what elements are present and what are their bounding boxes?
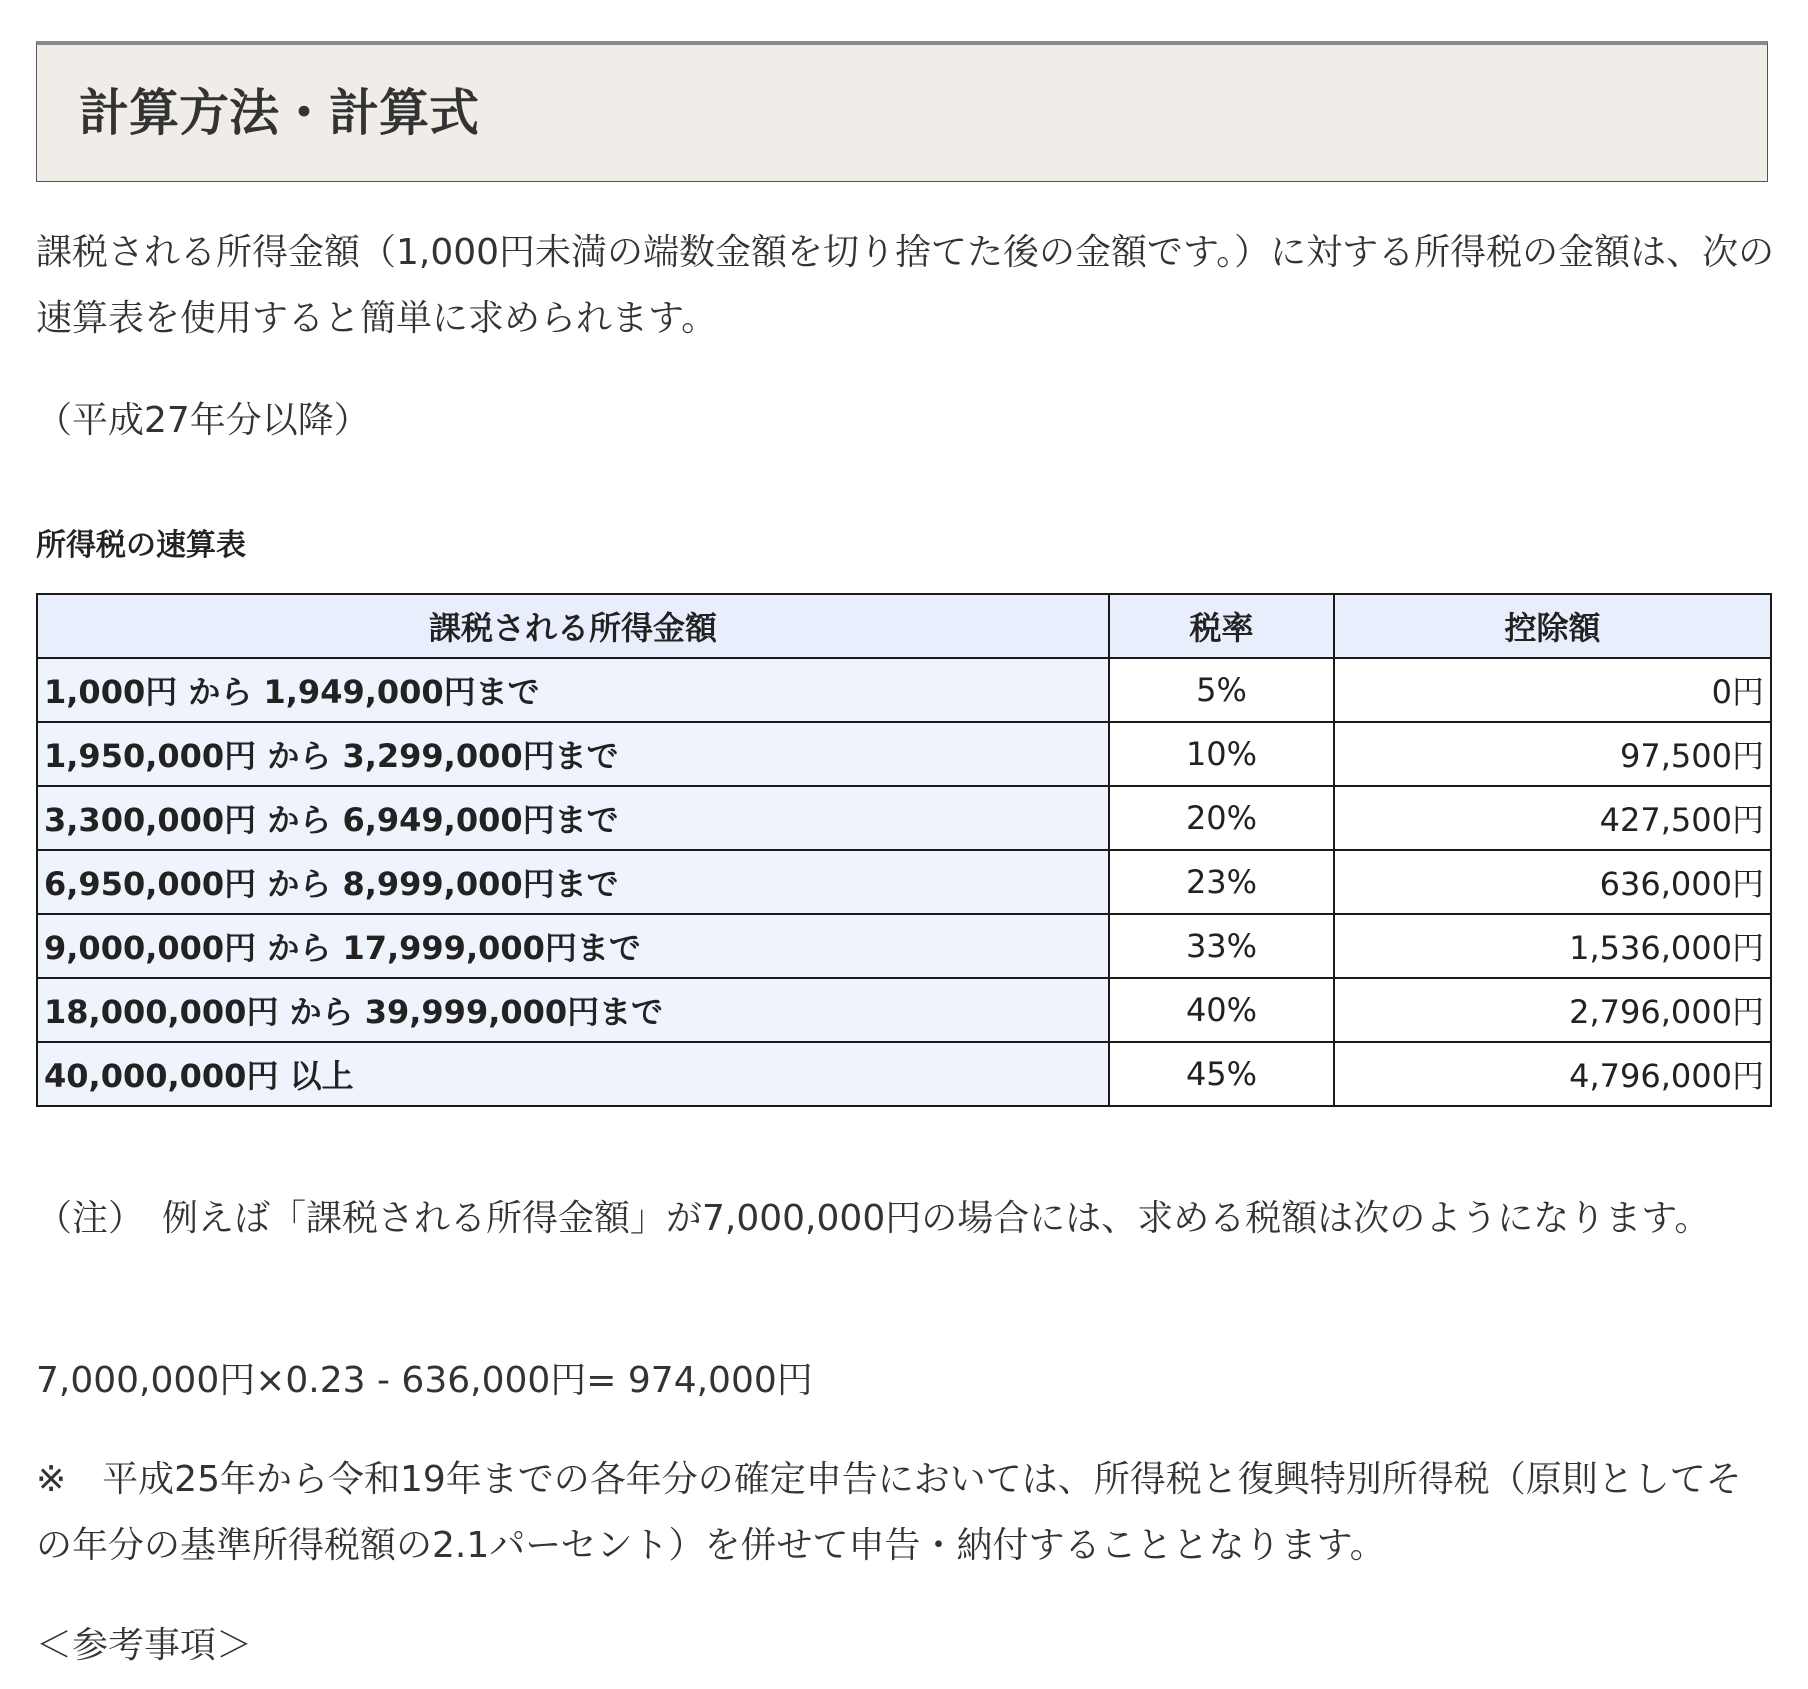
deduction-cell: 1,536,000円 <box>1334 914 1771 978</box>
tax-rate-cell: 45% <box>1109 1042 1334 1106</box>
tax-rate-cell: 10% <box>1109 722 1334 786</box>
header-deduction: 控除額 <box>1334 594 1771 658</box>
income-range-cell: 9,000,000円 から 17,999,000円まで <box>37 914 1109 978</box>
section-heading: 計算方法・計算式 <box>79 84 479 142</box>
table-row <box>37 978 1771 1042</box>
section-heading-box <box>36 41 1768 182</box>
deduction-cell: 427,500円 <box>1334 786 1771 850</box>
reconstruction-tax-note: ※ 平成25年から令和19年までの各年分の確定申告においては、所得税と復興特別所得税（原則としてその年分の基準所得税額の2.1パーセント）を併せて申告・納付することとなります。 <box>36 1459 1742 1566</box>
table-header-row <box>37 594 1771 658</box>
tax-rate-cell: 23% <box>1109 850 1334 914</box>
tax-rate-cell: 20% <box>1109 786 1334 850</box>
income-range-cell: 1,000円 から 1,949,000円まで <box>37 658 1109 722</box>
table-row <box>37 722 1771 786</box>
tax-rate-cell: 33% <box>1109 914 1334 978</box>
table-row <box>37 914 1771 978</box>
tax-rate-cell: 40% <box>1109 978 1334 1042</box>
intro-paragraph: 課税される所得金額（1,000円未満の端数金額を切り捨てた後の金額です。）に対する所得税の金額は、次の速算表を使用すると簡単に求められます。 <box>36 232 1775 339</box>
income-range-cell: 3,300,000円 から 6,949,000円まで <box>37 786 1109 850</box>
deduction-cell: 0円 <box>1334 658 1771 722</box>
deduction-cell: 97,500円 <box>1334 722 1771 786</box>
period-note: （平成27年分以降） <box>36 400 370 441</box>
table-row <box>37 786 1771 850</box>
table-row <box>37 850 1771 914</box>
deduction-cell: 2,796,000円 <box>1334 978 1771 1042</box>
table-title: 所得税の速算表 <box>36 528 246 563</box>
table-row <box>37 658 1771 722</box>
tax-rate-cell: 5% <box>1109 658 1334 722</box>
example-note: （注） 例えば「課税される所得金額」が7,000,000円の場合には、求める税額は次のようになります。 <box>36 1198 1711 1239</box>
income-range-cell: 1,950,000円 から 3,299,000円まで <box>37 722 1109 786</box>
income-range-cell: 40,000,000円 以上 <box>37 1042 1109 1106</box>
header-income: 課税される所得金額 <box>37 594 1109 658</box>
header-rate: 税率 <box>1109 594 1334 658</box>
reference-heading: ＜参考事項＞ <box>36 1625 253 1666</box>
deduction-cell: 4,796,000円 <box>1334 1042 1771 1106</box>
tax-rate-table <box>36 593 1772 1107</box>
table-row <box>37 1042 1771 1106</box>
deduction-cell: 636,000円 <box>1334 850 1771 914</box>
income-range-cell: 6,950,000円 から 8,999,000円まで <box>37 850 1109 914</box>
income-range-cell: 18,000,000円 から 39,999,000円まで <box>37 978 1109 1042</box>
example-formula: 7,000,000円×0.23 - 636,000円= 974,000円 <box>36 1360 813 1401</box>
